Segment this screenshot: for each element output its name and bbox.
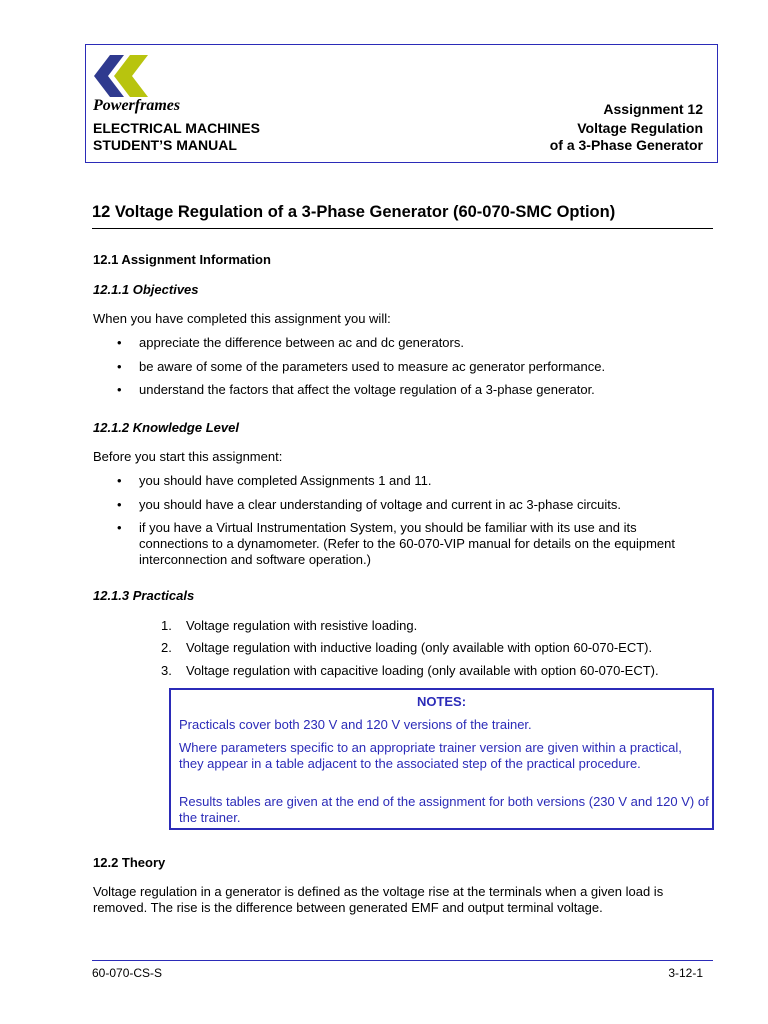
header-right-line3: of a 3-Phase Generator	[549, 137, 703, 153]
practical-number: 3.	[161, 663, 172, 678]
page-title: 12 Voltage Regulation of a 3-Phase Generator (60-070-SMC Option)	[92, 203, 616, 221]
header-left-line2: STUDENT’S MANUAL	[93, 137, 237, 153]
notes-title: NOTES:	[416, 694, 467, 709]
bullet-icon: •	[117, 473, 122, 488]
bullet-icon: •	[117, 359, 122, 374]
footer-page-number: 3-12-1	[668, 966, 703, 980]
title-rule	[92, 228, 713, 229]
header-right-line2: Voltage Regulation	[577, 120, 703, 136]
knowledge-item: you should have completed Assignments 1 and 11.	[139, 473, 432, 488]
footer-rule	[92, 960, 713, 961]
objective-item: appreciate the difference between ac and dc generators.	[139, 335, 464, 350]
knowledge-item: if you have a Virtual Instrumentation System, you should be familiar with its use and its connections to a dynamometer. (Refer to the 60-070-VIP manual for details on the equipment interconnection and software operation.)	[139, 520, 675, 567]
section-12-1-3-heading: 12.1.3 Practicals	[93, 588, 195, 603]
note-paragraph: Where parameters specific to an appropriate trainer version are given within a practical, they appear in a table adjacent to the associated step of the practical procedure.	[179, 740, 682, 771]
practical-number: 1.	[161, 618, 172, 633]
practical-item: Voltage regulation with inductive loading (only available with option 60-070-ECT).	[186, 640, 653, 655]
header-right-line1: Assignment 12	[603, 101, 703, 117]
practical-item: Voltage regulation with resistive loading.	[186, 618, 418, 633]
practical-number: 2.	[161, 640, 172, 655]
brand-name: Powerframes	[93, 97, 181, 114]
section-12-1-heading: 12.1 Assignment Information	[93, 252, 271, 267]
objective-item: be aware of some of the parameters used to measure ac generator performance.	[139, 359, 606, 374]
knowledge-item: you should have a clear understanding of voltage and current in ac 3-phase circuits.	[139, 497, 622, 512]
theory-paragraph: Voltage regulation in a generator is defined as the voltage rise at the terminals when a given load is removed. The rise is the difference between generated EMF and output terminal voltage.	[93, 884, 664, 915]
objectives-intro: When you have completed this assignment you will:	[93, 311, 391, 326]
section-12-1-2-heading: 12.1.2 Knowledge Level	[93, 420, 239, 435]
note-paragraph: Results tables are given at the end of the assignment for both versions (230 V and 120 V) of the trainer.	[179, 794, 709, 825]
bullet-icon: •	[117, 497, 122, 512]
practical-item: Voltage regulation with capacitive loading (only available with option 60-070-ECT).	[186, 663, 659, 678]
section-12-2-heading: 12.2 Theory	[93, 855, 166, 870]
bullet-icon: •	[117, 382, 122, 397]
section-12-1-1-heading: 12.1.1 Objectives	[93, 282, 199, 297]
note-paragraph: Practicals cover both 230 V and 120 V versions of the trainer.	[179, 717, 532, 732]
bullet-icon: •	[117, 520, 122, 535]
footer-document-code: 60-070-CS-S	[92, 966, 163, 980]
bullet-icon: •	[117, 335, 122, 350]
knowledge-intro: Before you start this assignment:	[93, 449, 283, 464]
objective-item: understand the factors that affect the voltage regulation of a 3-phase generator.	[139, 382, 595, 397]
header-left-line1: ELECTRICAL MACHINES	[93, 120, 260, 136]
powerframes-logo-icon	[92, 55, 152, 97]
